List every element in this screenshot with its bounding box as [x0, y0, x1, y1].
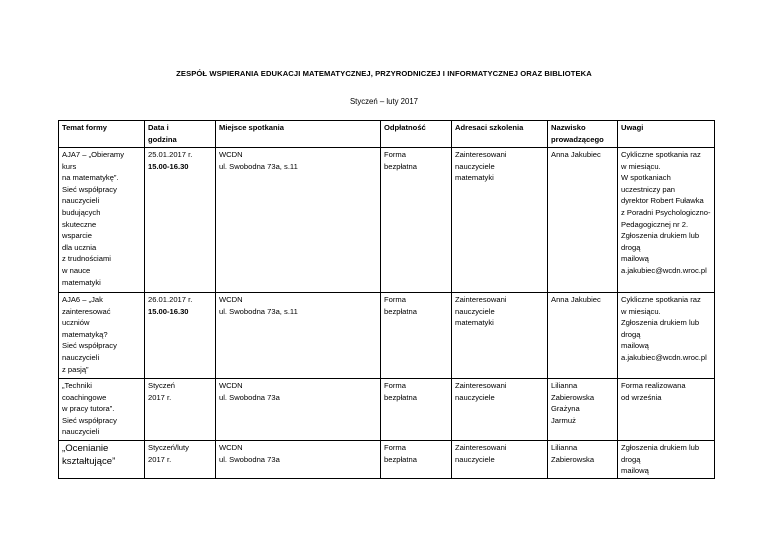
notes-cell: Zgłoszenia drukiem lub drogą mailową	[618, 441, 715, 479]
header-place: Miejsce spotkania	[216, 121, 381, 148]
table-row	[59, 293, 715, 379]
header-fee: Odpłatność	[381, 121, 452, 148]
host-cell: Anna Jakubiec	[548, 148, 618, 293]
host-cell: Anna Jakubiec	[548, 293, 618, 379]
schedule-table	[58, 120, 715, 479]
date-cell	[145, 293, 216, 379]
header-audience: Adresaci szkolenia	[452, 121, 548, 148]
fee-cell: Forma bezpłatna	[381, 293, 452, 379]
document-title: ZESPÓŁ WSPIERANIA EDUKACJI MATEMATYCZNEJ, PRZYRODNICZEJ I INFORMATYCZNEJ ORAZ BIBLIOTEKA	[176, 69, 592, 78]
date-cell	[145, 148, 216, 293]
table-row	[59, 148, 715, 293]
date-text: 26.01.2017 r.	[148, 295, 193, 304]
header-host: Nazwisko prowadzącego	[548, 121, 618, 148]
place-cell: WCDN ul. Swobodna 73a, s.11	[216, 293, 381, 379]
date-text: 25.01.2017 r.	[148, 150, 193, 159]
date-cell: Styczeń 2017 r.	[145, 379, 216, 441]
host-cell: Lilianna Zabierowska Grażyna Jarmuż	[548, 379, 618, 441]
notes-cell: Cykliczne spotkania raz w miesiącu. Zgłoszenia drukiem lub drogą mailową a.jakubiec@wcdn.wroc.pl	[618, 293, 715, 379]
audience-cell: Zainteresowani nauczyciele	[452, 379, 548, 441]
audience-cell: Zainteresowani nauczyciele matematyki	[452, 293, 548, 379]
fee-cell: Forma bezpłatna	[381, 441, 452, 479]
table-header-row	[59, 121, 715, 148]
header-notes: Uwagi	[618, 121, 715, 148]
topic-cell: „Ocenianie kształtujące”	[59, 441, 145, 479]
table-row	[59, 379, 715, 441]
audience-cell: Zainteresowani nauczyciele	[452, 441, 548, 479]
table-row	[59, 441, 715, 479]
date-cell: Styczeń/luty 2017 r.	[145, 441, 216, 479]
place-cell: WCDN ul. Swobodna 73a	[216, 441, 381, 479]
topic-cell: AJA6 – „Jak zainteresować uczniów matematyką? Sieć współpracy nauczycieli z pasją”	[59, 293, 145, 379]
place-cell: WCDN ul. Swobodna 73a, s.11	[216, 148, 381, 293]
topic-cell: „Techniki coachingowe w pracy tutora”. Sieć współpracy nauczycieli	[59, 379, 145, 441]
time-text: 15.00-16.30	[148, 161, 189, 171]
topic-cell: AJA7 – „Obieramy kurs na matematykę”. Sieć współpracy nauczycieli budujących skuteczne wsparcie dla ucznia z trudnościami w nauce matematyki	[59, 148, 145, 293]
fee-cell: Forma bezpłatna	[381, 379, 452, 441]
header-date: Data i godzina	[145, 121, 216, 148]
document-subtitle: Styczeń – luty 2017	[349, 97, 419, 106]
fee-cell: Forma bezpłatna	[381, 148, 452, 293]
notes-cell: Cykliczne spotkania raz w miesiącu. W spotkaniach uczestniczy pan dyrektor Robert Fuławka z Poradni Psychologiczno- Pedagogicznej nr 2. Zgłoszenia drukiem lub drogą mailową a.jakubiec@wcdn.wroc.pl	[618, 148, 715, 293]
place-cell: WCDN ul. Swobodna 73a	[216, 379, 381, 441]
notes-cell: Forma realizowana od września	[618, 379, 715, 441]
header-topic: Temat formy	[59, 121, 145, 148]
audience-cell: Zainteresowani nauczyciele matematyki	[452, 148, 548, 293]
host-cell: Lilianna Zabierowska	[548, 441, 618, 479]
time-text: 15.00-16.30	[148, 306, 189, 316]
